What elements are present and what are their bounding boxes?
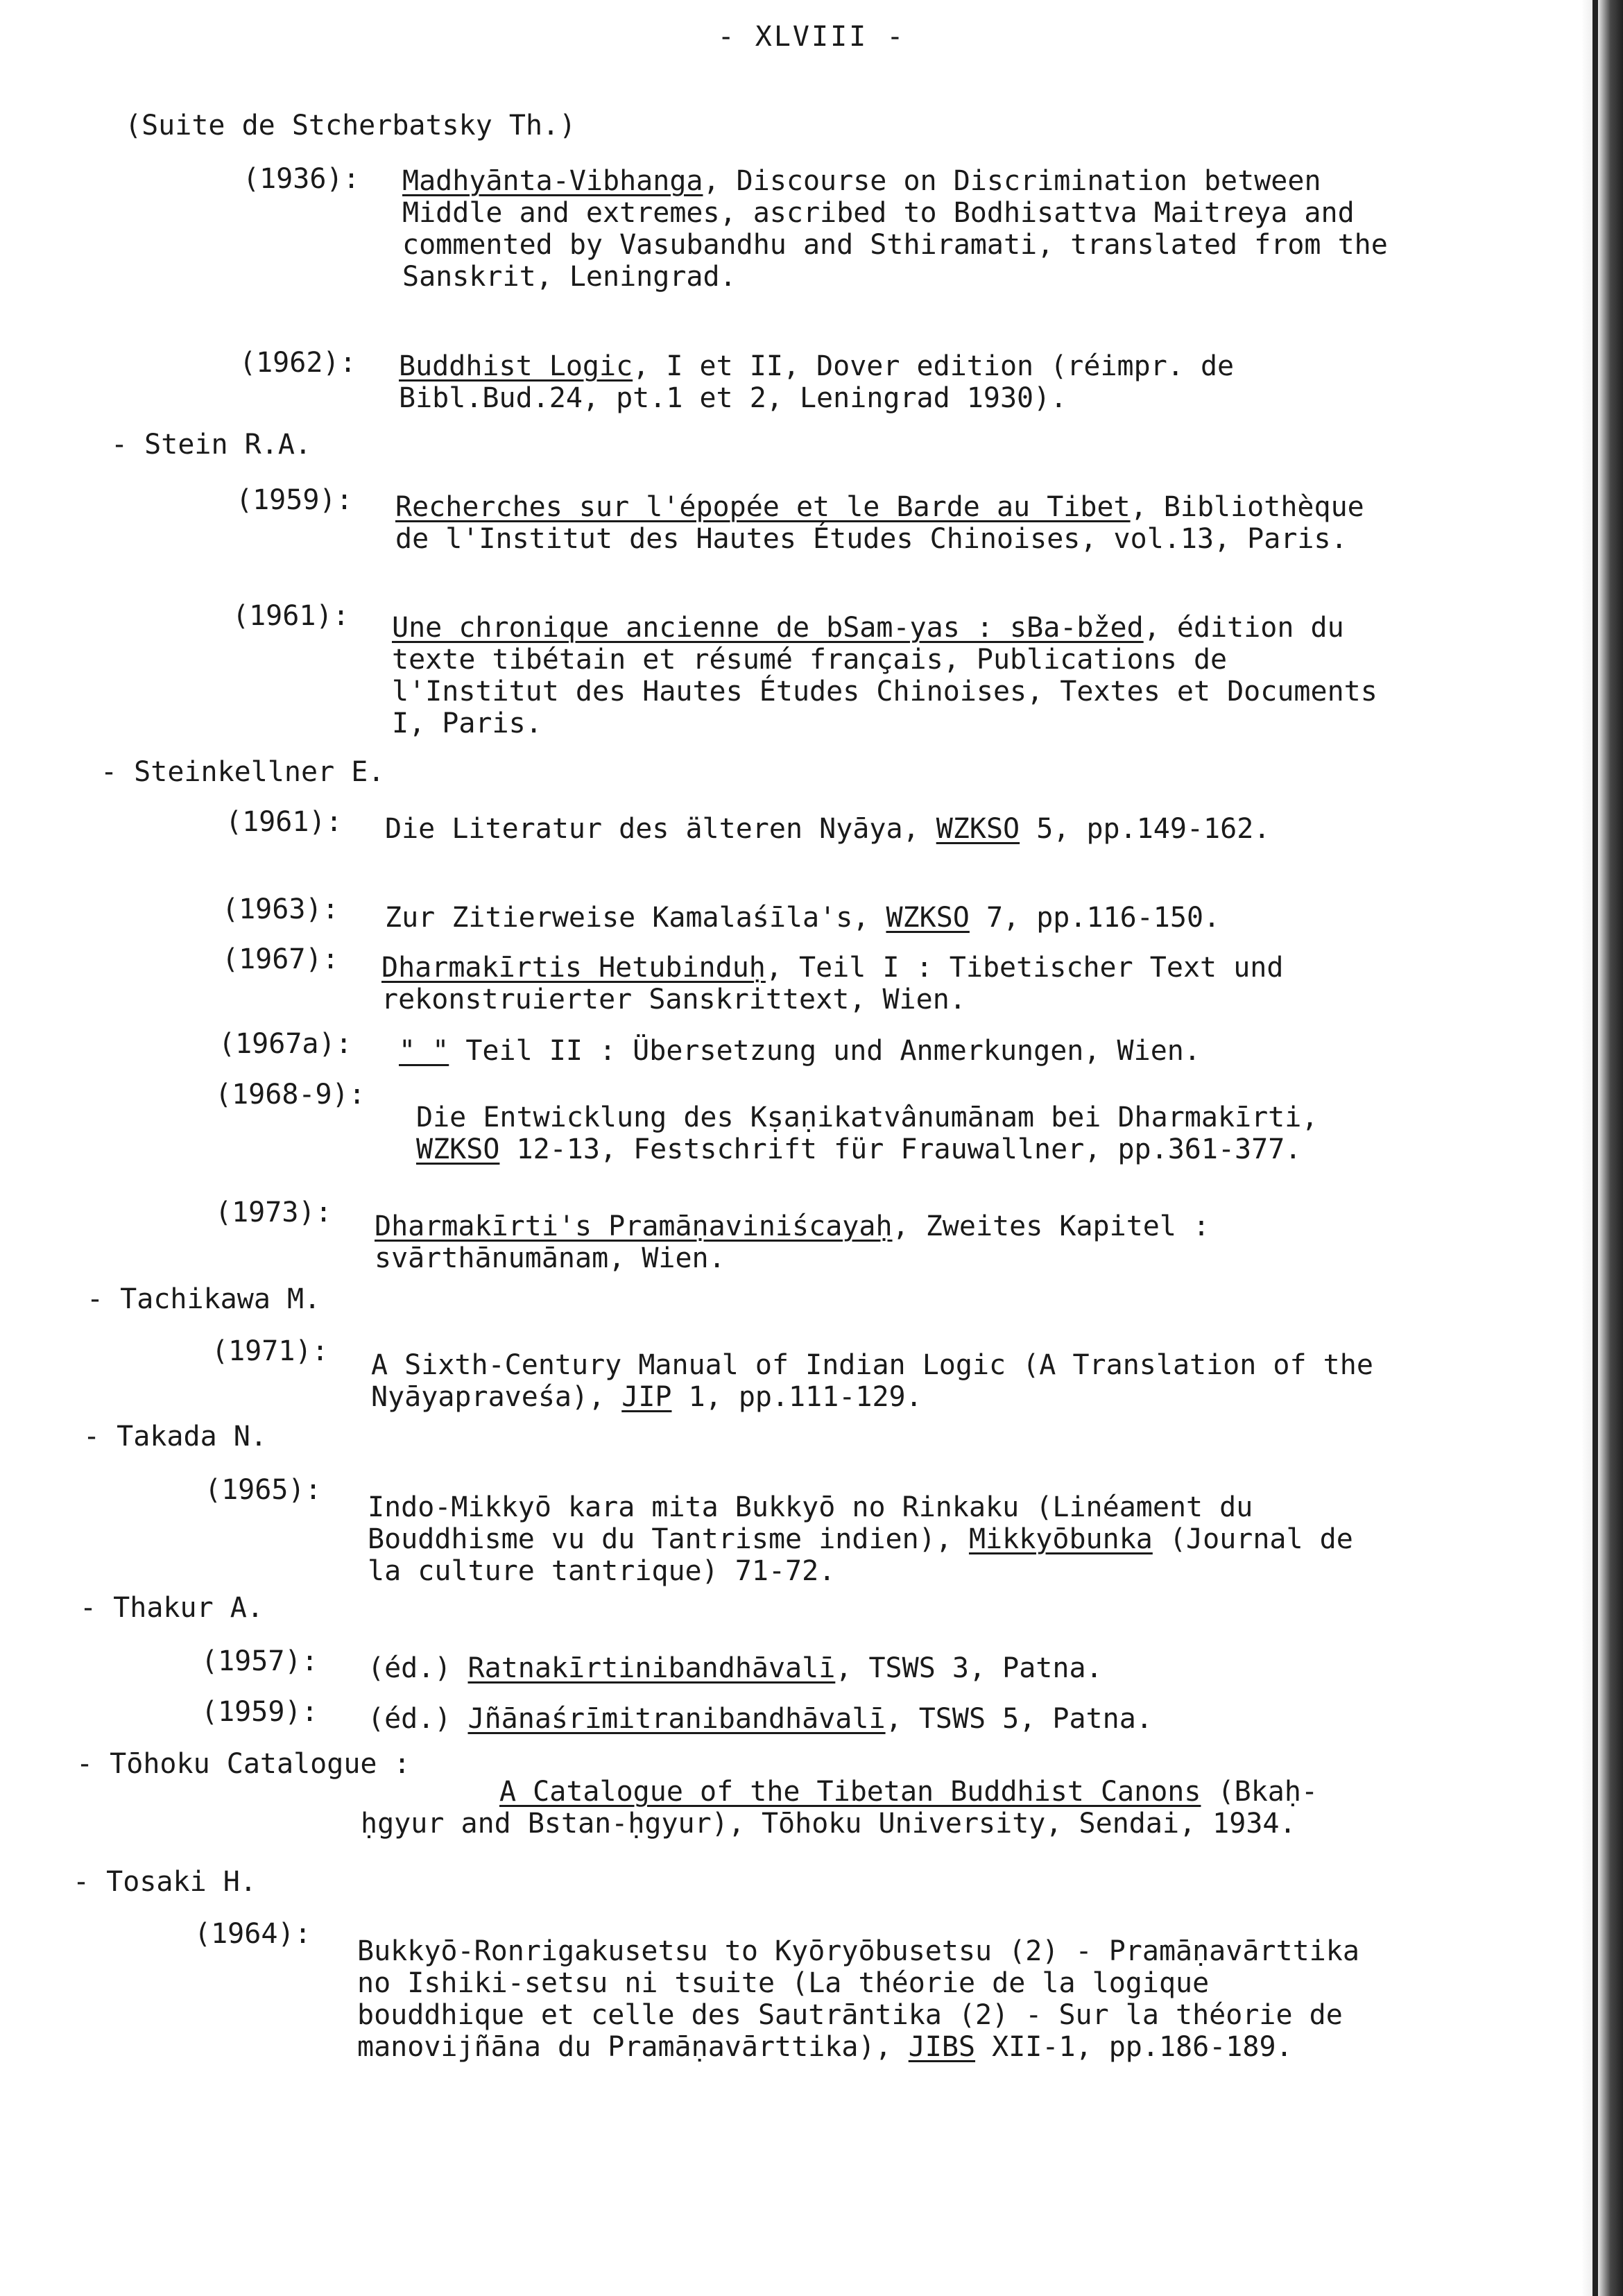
bibliography-entry	[395, 491, 1394, 555]
bibliography-entry	[399, 350, 1398, 414]
entry-details: (éd.)	[368, 1703, 468, 1735]
entry-details: , TSWS 3, Patna.	[835, 1652, 1103, 1684]
author-name: - Stein R.A.	[111, 429, 311, 461]
entry-journal: Mikkyōbunka	[968, 1523, 1153, 1555]
entry-year: (1967a):	[218, 1028, 352, 1060]
entry-details: 1, pp.111-129.	[671, 1381, 922, 1413]
entry-year: (1957):	[201, 1645, 318, 1677]
entry-title: Ratnakīrtinibandhāvalī	[467, 1652, 836, 1684]
entry-title: Dharmakīrti's Pramāṇaviniścayaḥ	[375, 1210, 893, 1242]
entry-details: XII-1, pp.186-189.	[975, 2031, 1293, 2063]
entry-details: Indo-Mikkyō kara mita Bukkyō no Rinkaku (Linéament du Bouddhisme vu du Tantrisme indien),	[368, 1491, 1253, 1555]
entry-details: Die Entwicklung des Kṣaṇikatvânumānam bei Dharmakīrti,	[416, 1102, 1319, 1133]
entry-year: (1968-9):	[215, 1079, 366, 1111]
entry-details: , édition du texte tibétain et résumé français, Publications de l'Institut des Hautes Études Chinoises, Textes et Documents I, Paris.	[392, 612, 1377, 739]
author-name: - Tachikawa M.	[87, 1283, 321, 1315]
entry-year: (1936):	[243, 163, 360, 195]
author-name: - Steinkellner E.	[101, 756, 385, 788]
entry-details: (Bkaḥ-ḥgyur and Bstan-ḥgyur), Tōhoku University, Sendai, 1934.	[361, 1776, 1319, 1840]
entry-details: Teil II : Übersetzung und Anmerkungen, Wien.	[449, 1035, 1201, 1067]
bibliography-entry	[357, 1935, 1391, 2063]
author-name: - Takada N.	[83, 1421, 267, 1453]
bibliography-entry	[392, 612, 1398, 739]
entry-title: A Catalogue of the Tibetan Buddhist Canons	[499, 1776, 1201, 1808]
bibliography-entry	[385, 902, 1411, 934]
entry-details: A Sixth-Century Manual of Indian Logic (A Translation of the Nyāyapraveśa),	[371, 1349, 1373, 1413]
entry-year: (1965):	[205, 1474, 322, 1506]
entry-year: (1961):	[225, 806, 343, 838]
entry-details: 7, pp.116-150.	[969, 902, 1221, 934]
bibliography-entry	[381, 952, 1408, 1016]
entry-title: Recherches sur l'épopée et le Barde au Tibet	[395, 491, 1131, 523]
bibliography-entry	[368, 1652, 1408, 1684]
entry-details: 12-13, Festschrift für Frauwallner, pp.361-377.	[499, 1133, 1302, 1165]
entry-journal: WZKSO	[886, 902, 970, 934]
bibliography-entry	[368, 1491, 1394, 1587]
entry-details: , Zweites Kapitel : svārthānumānam, Wien.	[375, 1210, 1210, 1274]
author-name: - Thakur A.	[80, 1592, 264, 1624]
entry-year: (1959):	[236, 484, 353, 516]
entry-details: (éd.)	[368, 1652, 468, 1684]
entry-title: Une chronique ancienne de bSam-yas : sBa-bžed	[392, 612, 1144, 644]
author-name: - Tōhoku Catalogue :	[76, 1748, 411, 1780]
entry-journal: WZKSO	[416, 1133, 500, 1165]
entry-year: (1961):	[232, 600, 350, 632]
entry-title: " "	[399, 1035, 449, 1067]
entry-details: , Bibliothèque de l'Institut des Hautes Études Chinoises, vol.13, Paris.	[395, 491, 1364, 555]
bibliography-entry	[368, 1703, 1408, 1735]
bibliography-entry	[416, 1102, 1415, 1165]
author-name: - Tosaki H.	[73, 1866, 257, 1898]
bibliography-entry	[385, 813, 1398, 845]
bibliography-entry	[402, 165, 1394, 293]
page-binding-shadow	[1581, 0, 1623, 2296]
entry-title: Buddhist Logic	[399, 350, 633, 382]
bibliography-entry	[399, 1035, 1405, 1067]
entry-details: , I et II, Dover edition (réimpr. de Bibl.Bud.24, pt.1 et 2, Leningrad 1930).	[399, 350, 1235, 414]
entry-year: (1964):	[194, 1918, 311, 1950]
entry-title: Madhyānta-Vibhanga	[402, 165, 703, 197]
entry-year: (1959):	[201, 1696, 318, 1728]
entry-year: (1967):	[222, 943, 339, 975]
entry-details: , Teil I : Tibetischer Text und rekonstruierter Sanskrittext, Wien.	[381, 952, 1284, 1016]
bibliography-entry	[371, 1349, 1377, 1413]
continuation-note: (Suite de Stcherbatsky Th.)	[125, 110, 576, 142]
entry-details: , TSWS 5, Patna.	[885, 1703, 1153, 1735]
entry-year: (1973):	[215, 1197, 332, 1228]
entry-title: Jñānaśrīmitranibandhāvalī	[467, 1703, 886, 1735]
entry-journal: WZKSO	[936, 813, 1020, 845]
bibliography-entry	[361, 1776, 1373, 1840]
entry-details: Die Literatur des älteren Nyāya,	[385, 813, 936, 845]
page-binding-edge	[1592, 0, 1598, 2296]
entry-year: (1971):	[212, 1335, 329, 1367]
entry-year: (1962):	[239, 347, 357, 379]
entry-details: (Journal de la culture tantrique) 71-72.	[368, 1523, 1353, 1587]
entry-journal: JIP	[621, 1381, 672, 1413]
entry-title: Dharmakīrtis Hetubinduḥ	[381, 952, 766, 984]
entry-details: 5, pp.149-162.	[1020, 813, 1271, 845]
entry-details: Zur Zitierweise Kamalaśīla's,	[385, 902, 886, 934]
page-number: - XLVIII -	[717, 21, 906, 53]
entry-details: Bukkyō-Ronrigakusetsu to Kyōryōbusetsu (2) - Pramāṇavārttika no Ishiki-setsu ni tsuite (La théorie de la logique bouddhique et celle des Sautrāntika (2) - Sur la théorie de manovijñāna du Pramāṇavārttika),	[357, 1935, 1359, 2063]
entry-year: (1963):	[222, 893, 339, 925]
entry-journal: JIBS	[908, 2031, 976, 2063]
bibliography-entry	[375, 1210, 1415, 1274]
entry-details: , Discourse on Discrimination between Middle and extremes, ascribed to Bodhisattva Maitreya and commented by Vasubandhu and Sthiramati, translated from the Sanskrit, Leningrad.	[402, 165, 1388, 293]
